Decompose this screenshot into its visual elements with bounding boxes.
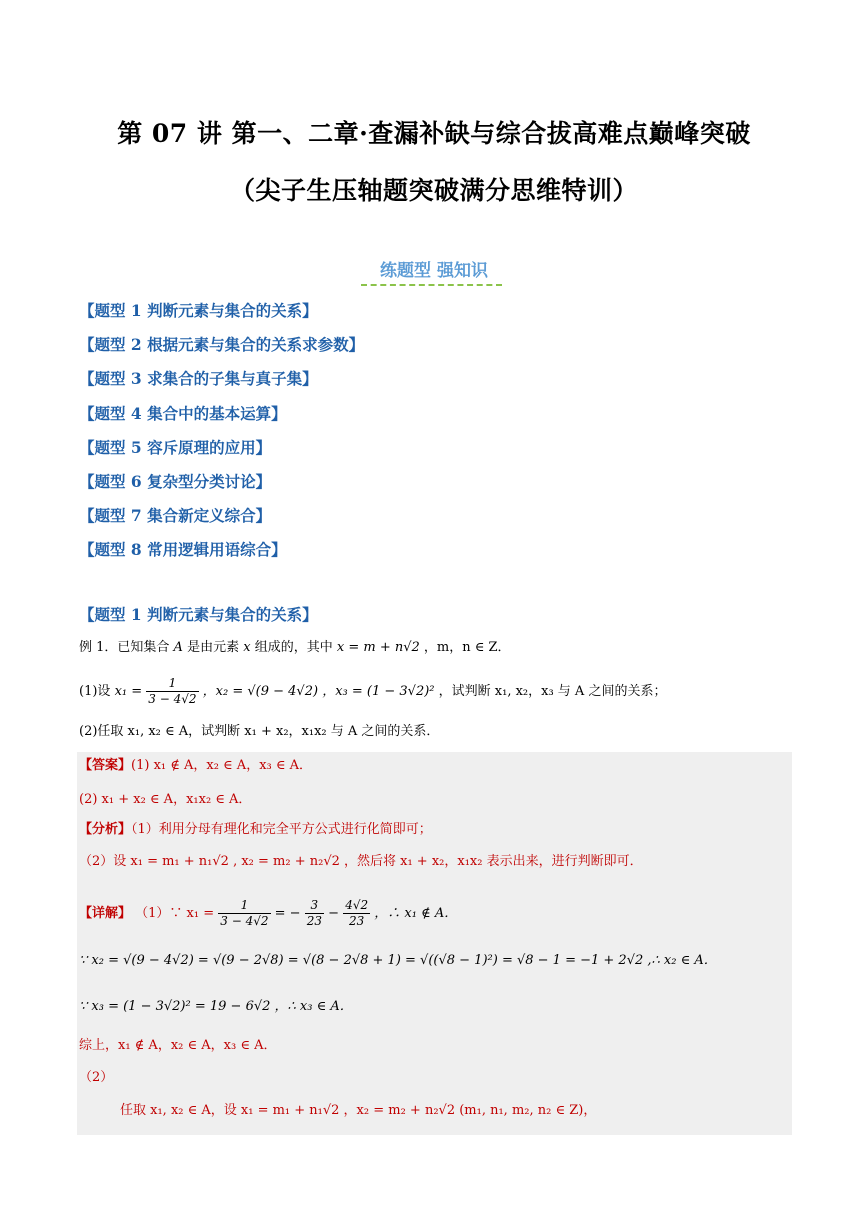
- section-divider: [361, 284, 502, 286]
- example-statement: [79, 638, 511, 658]
- set-symbol: A: [173, 640, 183, 655]
- toc-item[interactable]: 【题型 4 集合中的基本运算】: [79, 403, 287, 423]
- answer-part-1: (1) x₁ ∉ A，x₂ ∈ A，x₃ ∈ A．: [131, 758, 313, 773]
- example-tail: ，m，n ∈ Z．: [423, 640, 511, 655]
- toc-item[interactable]: 【题型 5 容斥原理的应用】: [79, 437, 272, 457]
- toc-item[interactable]: 【题型 8 常用逻辑用语综合】: [79, 540, 287, 560]
- analysis-part-1: （1）利用分母有理化和完全平方公式进行化简即可；: [131, 822, 432, 837]
- question-2: (2)任取 x₁, x₂ ∈ A，试判断 x₁ + x₂，x₁x₂ 与 A 之间的关系．: [79, 724, 440, 739]
- q1-x1-fraction: [146, 676, 198, 707]
- detail-line-2: ∵ x₂ = √(9 − 4√2) = √(9 − 2√8) = √(8 − 2√8 + 1) = √((√8 − 1)²) = √8 − 1 = −1 + 2√2 ,∴ x₂ ∈ A．: [79, 953, 717, 968]
- toc-item[interactable]: 【题型 6 复杂型分类讨论】: [79, 471, 272, 491]
- detail-minus: −: [328, 906, 340, 921]
- detail-line-3: ∵ x₃ = (1 − 3√2)² = 19 − 6√2 ，∴ x₃ ∈ A．: [79, 999, 353, 1014]
- toc-item[interactable]: 【题型 1 判断元素与集合的关系】: [79, 301, 318, 320]
- fraction-numerator: 1: [146, 676, 198, 692]
- q1-x1-lhs: x₁ =: [114, 684, 143, 699]
- toc-item[interactable]: 【题型 3 求集合的子集与真子集】: [79, 369, 318, 389]
- fraction-numerator: 4√2: [345, 898, 369, 912]
- detail-fraction-3: [343, 898, 370, 929]
- toc-item[interactable]: 【题型 2 根据元素与集合的关系求参数】: [79, 335, 365, 355]
- example-prefix: 例 1．已知集合: [79, 640, 170, 655]
- part2-label: （2）: [79, 1070, 114, 1085]
- q1-x3: ，x₃ = (1 − 3√2)²: [322, 684, 435, 699]
- q1-tail: ，试判断 x₁, x₂，x₃ 与 A 之间的关系；: [438, 684, 667, 699]
- detail-fraction-1: [218, 898, 270, 929]
- detail-conclusion-1: ，∴ x₁ ∉ A．: [374, 906, 458, 921]
- detail-tag: 【详解】: [79, 906, 132, 921]
- example-mid2: 组成的，其中: [254, 640, 333, 655]
- summary-line: 综上，x₁ ∉ A，x₂ ∈ A，x₃ ∈ A．: [79, 1038, 277, 1053]
- q1-x2: ，x₂ = √(9 − 4√2): [202, 684, 319, 699]
- detail-fraction-2: [305, 898, 324, 929]
- example-mid: 是由元素: [187, 640, 240, 655]
- answer-tag: 【答案】: [79, 758, 132, 773]
- part2-text: 任取 x₁, x₂ ∈ A，设 x₁ = m₁ + n₁√2 ，x₂ = m₂ + n₂√2 (m₁, n₁, m₂, n₂ ∈ Z)，: [120, 1103, 597, 1118]
- analysis-tag: 【分析】: [79, 822, 132, 837]
- toc-list: [79, 299, 364, 573]
- analysis-line-1: [79, 820, 432, 840]
- question-1: [79, 676, 666, 707]
- detail-prefix: （1）∵ x₁ =: [135, 906, 215, 921]
- section-header: 练题型 强知识: [380, 261, 488, 281]
- answer-line-1: [79, 756, 312, 776]
- answer-line-2: (2) x₁ + x₂ ∈ A，x₁x₂ ∈ A．: [79, 792, 252, 807]
- fraction-denominator: 3 − 4√2: [148, 692, 197, 706]
- detail-line-1: [79, 898, 457, 929]
- element-formula: x = m + n√2: [336, 640, 420, 655]
- q1-label: (1)设: [79, 684, 111, 699]
- toc-item[interactable]: 【题型 7 集合新定义综合】: [79, 506, 272, 526]
- analysis-line-2: （2）设 x₁ = m₁ + n₁√2 , x₂ = m₂ + n₂√2 ，然后将 x₁ + x₂，x₁x₂ 表示出来，进行判断即可．: [79, 854, 643, 869]
- fraction-denominator: 23: [349, 914, 365, 928]
- element-symbol: x: [243, 640, 251, 655]
- page-title: 第 07 讲 第一、二章·查漏补缺与综合拔高难点巅峰突破: [117, 119, 751, 148]
- problem-heading: 【题型 1 判断元素与集合的关系】: [79, 605, 318, 624]
- fraction-denominator: 3 − 4√2: [220, 914, 269, 928]
- page-subtitle: （尖子生压轴题突破满分思维特训）: [229, 176, 638, 205]
- detail-equals: = −: [274, 906, 301, 921]
- fraction-numerator: 1: [218, 898, 270, 914]
- fraction-numerator: 3: [305, 898, 324, 914]
- fraction-denominator: 23: [306, 914, 322, 928]
